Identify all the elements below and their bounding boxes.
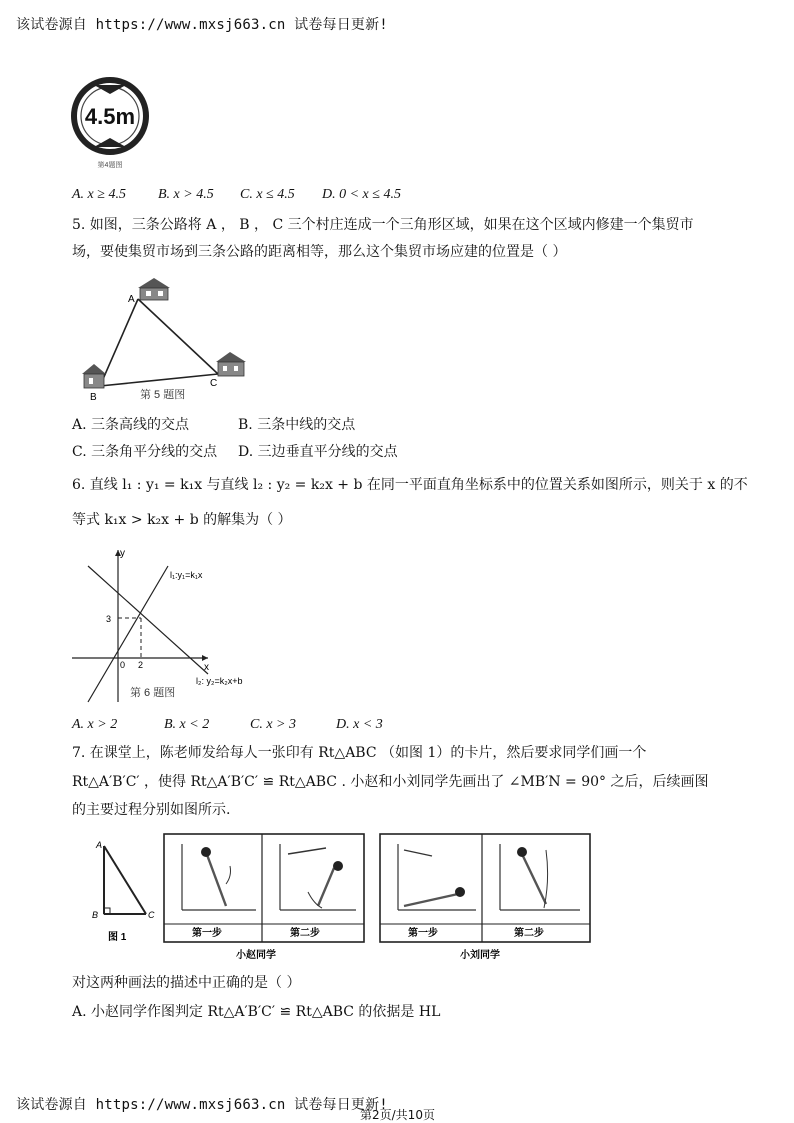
q5-line1: 5. 如图，三条公路将 A ， B ， C 三个村庄连成一个三角形区域，如果在这个区域内修建一个集贸市 [72, 217, 694, 233]
q6-y-label: y [120, 548, 125, 559]
q7-fig1-label-c: C [148, 910, 155, 920]
q5-option-c: C. 三条角平分线的交点 [72, 444, 218, 460]
q7-line3: 的主要过程分别如图所示. [72, 802, 231, 818]
page-number: 第2页/共10页 [360, 1108, 435, 1122]
zhao-step2-label: 第二步 [290, 928, 320, 939]
q5-label-a: A [128, 294, 135, 305]
zhao-step1-label: 第一步 [192, 928, 222, 939]
q6-y3-label: 3 [106, 614, 112, 624]
liu-step2-label: 第二步 [514, 928, 544, 939]
header-source-text: 该试卷源自 https://www.mxsj663.cn 试卷每日更新! [16, 17, 388, 33]
q5-option-b: B. 三条中线的交点 [238, 417, 356, 433]
zhao-caption: 小赵同学 [236, 950, 276, 961]
q4-option-a: A. x ≥ 4.5 [72, 187, 126, 202]
q6-option-d: D. x < 3 [336, 717, 383, 732]
q7-question: 对这两种画法的描述中正确的是（ ） [72, 975, 301, 991]
q7-fig1-label-b: B [92, 910, 99, 920]
liu-panels [380, 834, 590, 961]
q6-line2: 等式 k₁x > k₂x + b 的解集为（ ） [72, 512, 292, 528]
q4-caption: 第4题图 [97, 162, 123, 169]
q6-origin-label: 0 [120, 660, 126, 670]
q6-l1-label: l₁:y₁=k₁x [170, 570, 203, 580]
q5-option-d: D. 三边垂直平分线的交点 [238, 444, 398, 460]
q6-x2-label: 2 [138, 660, 144, 670]
q6-option-a: A. x > 2 [72, 717, 118, 732]
q7-fig1 [92, 840, 155, 943]
q7-figures [86, 832, 592, 972]
q6-option-c: C. x > 3 [250, 717, 296, 732]
q6-x-label: x [204, 662, 209, 673]
q6-figure [68, 544, 268, 710]
q6-caption: 第 6 题图 [130, 687, 176, 699]
q4-option-d: D. 0 < x ≤ 4.5 [322, 187, 401, 202]
q7-construction-figures [86, 832, 592, 968]
liu-caption: 小刘同学 [460, 950, 500, 961]
q5-caption: 第 5 题图 [140, 389, 186, 401]
q7-line1: 7. 在课堂上，陈老师发给每人一张印有 Rt△ABC （如图 1）的卡片，然后要求同学们画一个 [72, 745, 647, 761]
q6-option-b: B. x < 2 [164, 717, 210, 732]
sign-value: 4.5m [84, 104, 136, 129]
footer-source-text: 该试卷源自 https://www.mxsj663.cn 试卷每日更新! [16, 1097, 388, 1113]
linear-functions-graph [68, 544, 268, 706]
q5-option-a: A. 三条高线的交点 [72, 417, 190, 433]
q6-l2-label: l₂: y₂=k₂x+b [196, 676, 243, 686]
house-a-icon [138, 278, 170, 300]
q5-label-b: B [90, 392, 97, 403]
liu-step1-label: 第一步 [408, 928, 438, 939]
height-limit-sign [70, 76, 160, 172]
q4-option-b: B. x > 4.5 [158, 187, 214, 202]
zhao-panels [164, 834, 364, 961]
triangle-villages-figure [78, 274, 268, 406]
q7-fig1-label-a: A [96, 840, 103, 850]
q4-option-c: C. x ≤ 4.5 [240, 187, 295, 202]
q4-figure [70, 76, 160, 176]
q5-line2: 场，要使集贸市场到三条公路的距离相等，那么这个集贸市场应建的位置是（ ） [72, 244, 567, 260]
q7-fig1-caption: 图 1 [108, 932, 127, 943]
q7-option-a: A. 小赵同学作图判定 Rt△A′B′C′ ≌ Rt△ABC 的依据是 HL [72, 1004, 441, 1020]
q6-line1: 6. 直线 l₁ : y₁ = k₁x 与直线 l₂ : y₂ = k₂x + b 在同一平面直角坐标系中的位置关系如图所示，则关于 x 的不 [72, 477, 748, 493]
house-c-icon [216, 352, 246, 376]
q5-label-c: C [210, 378, 218, 389]
house-b-icon [82, 364, 106, 388]
q5-figure [78, 274, 268, 410]
q7-line2: Rt△A′B′C′ ，使得 Rt△A′B′C′ ≌ Rt△ABC . 小赵和小刘同学先画出了 ∠MB′N = 90° 之后，后续画图 [72, 774, 709, 790]
